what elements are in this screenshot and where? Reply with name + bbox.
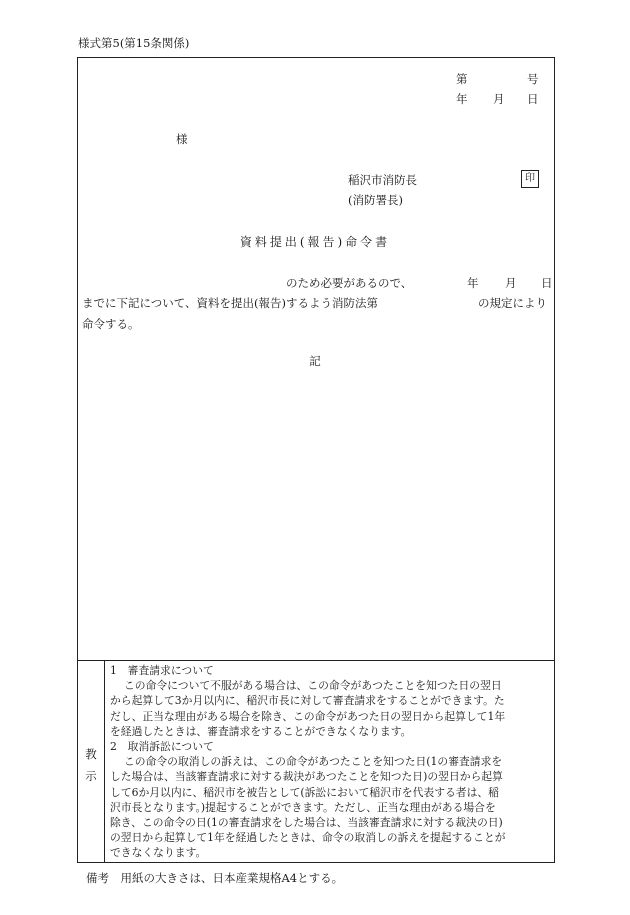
date-day-label: 日	[527, 92, 539, 106]
form-number-label: 様式第5(第15条関係)	[78, 36, 190, 50]
note-2-heading: 2 取消訴訟について	[110, 740, 214, 754]
date-month-label: 月	[493, 92, 505, 106]
instruction-notes	[110, 663, 550, 861]
ki-heading: 記	[309, 354, 321, 368]
instruction-label-divider	[104, 660, 105, 863]
instruction-label-top: 教	[85, 747, 97, 761]
instruction-divider	[77, 660, 555, 661]
note-2-line: して6か月以内に、稲沢市を被告として(訴訟において稲沢市を代表する者は、稲	[110, 785, 499, 799]
note-2-line: 除き、この命令の日(1の審査請求をした場合は、当該審査請求に対する裁決の日)	[110, 816, 503, 830]
note-1-line: だし、正当な理由がある場合を除き、この命令があつた日の翌日から起算して1年	[110, 709, 506, 723]
seal-mark: 印	[521, 170, 539, 188]
number-suffix: 号	[527, 72, 539, 86]
footer-remark: 備考 用紙の大きさは、日本産業規格A4とする。	[86, 871, 344, 885]
issuer-alt-name: (消防署長)	[348, 193, 403, 207]
body-year-label: 年	[467, 276, 479, 290]
body-month-label: 月	[505, 276, 517, 290]
body-reason-text: のため必要があるので、	[286, 276, 413, 290]
note-1-heading: 1 審査請求について	[110, 664, 214, 677]
body-day-label: 日	[541, 276, 553, 290]
note-1-line: から起算して3か月以内に、稲沢市長に対して審査請求をすることができます。た	[110, 694, 505, 708]
number-prefix: 第	[456, 72, 468, 86]
note-2-line: 沢市長となります。)提起することができます。ただし、正当な理由がある場合を	[110, 800, 496, 814]
instruction-label-bottom: 示	[85, 769, 97, 783]
note-2-line: この命令の取消しの訴えは、この命令があつたことを知つた日(1の審査請求を	[124, 755, 503, 769]
note-2-line: できなくなります。	[110, 846, 207, 860]
note-1-line: この命令について不服がある場合は、この命令があつたことを知つた日の翌日	[124, 679, 502, 693]
body-instruction-left: までに下記について、資料を提出(報告)するよう消防法第	[82, 296, 379, 310]
note-1-line: を経過したときは、審査請求をすることができなくなります。	[110, 724, 412, 738]
body-instruction-right: の規定により	[478, 296, 547, 310]
date-year-label: 年	[456, 92, 468, 106]
recipient-suffix: 様	[176, 132, 188, 146]
issuer-name: 稲沢市消防長	[348, 173, 417, 187]
document-title: 資料提出(報告)命令書	[239, 235, 391, 249]
note-2-line: した場合は、当該審査請求に対する裁決があつたことを知つた日)の翌日から起算	[110, 770, 503, 784]
body-command-text: 命令する。	[82, 317, 140, 331]
note-2-line: の翌日から起算して1年を経過したときは、命令の取消しの訴えを提起することが	[110, 831, 506, 845]
